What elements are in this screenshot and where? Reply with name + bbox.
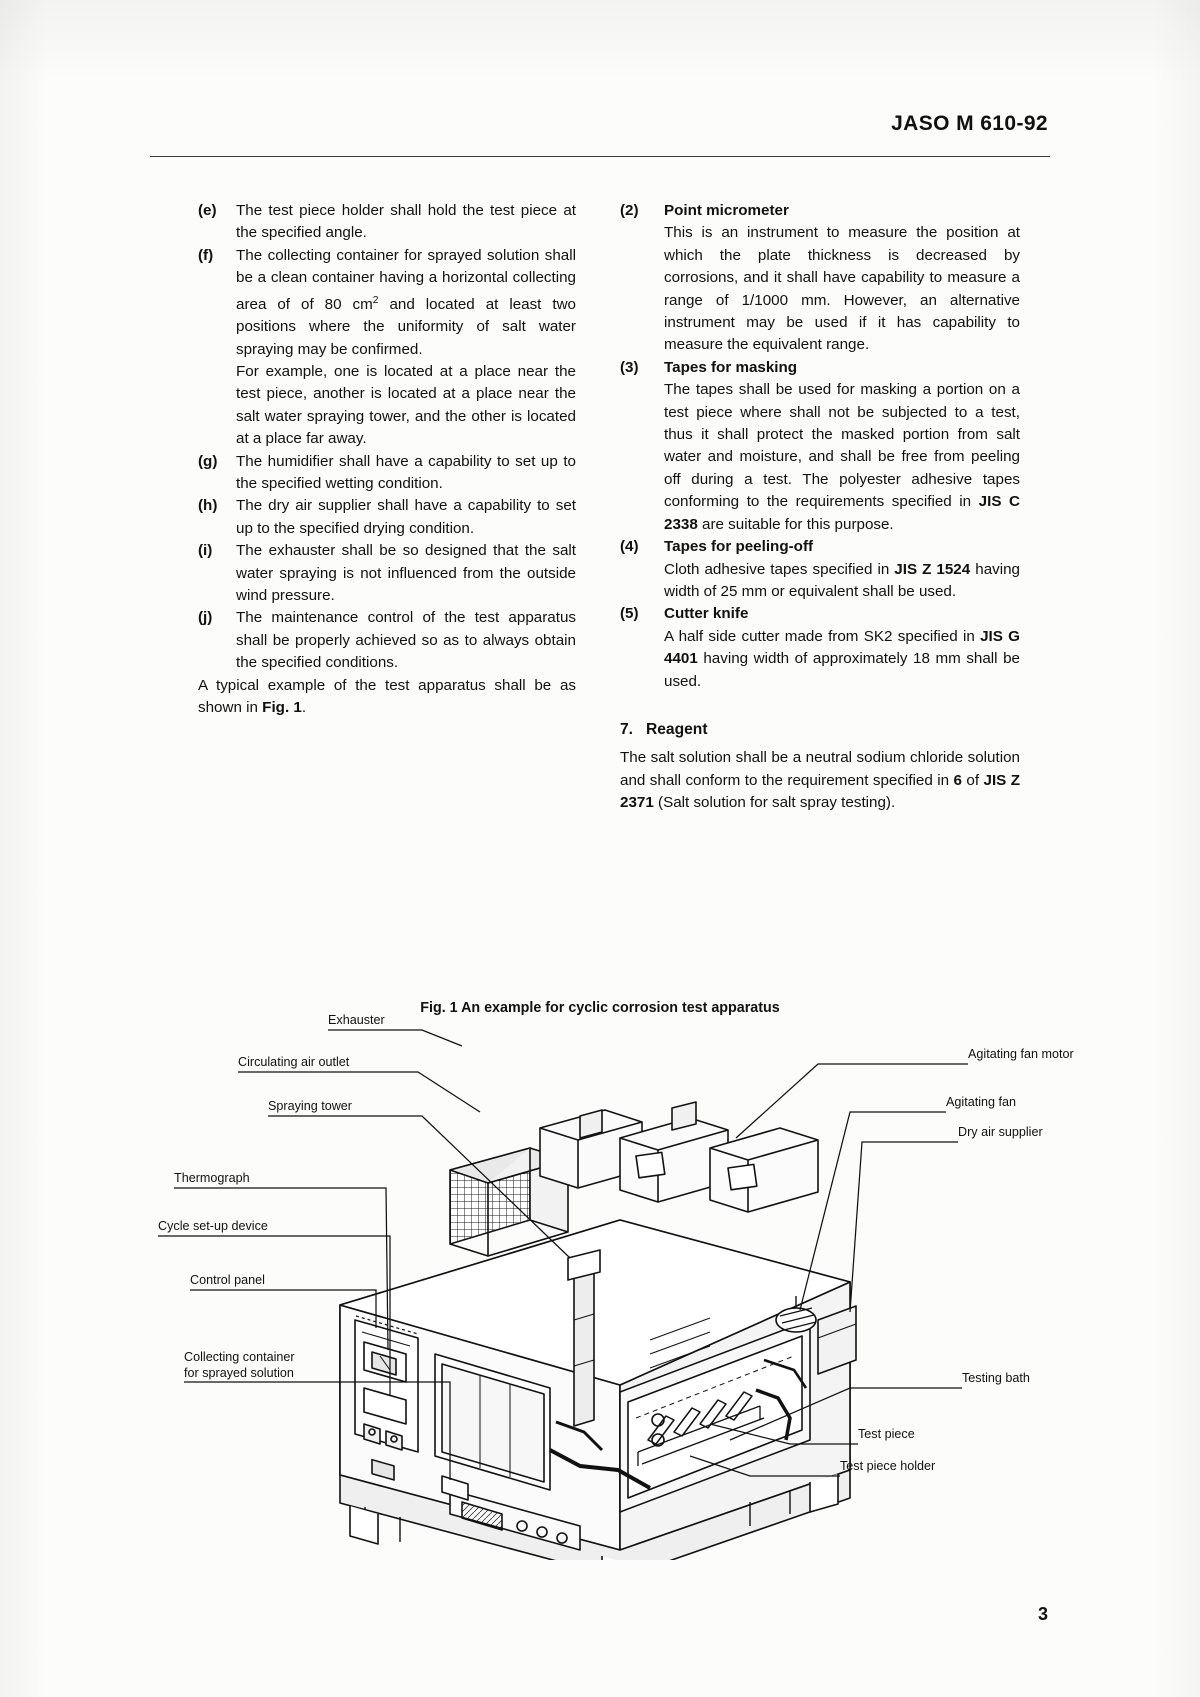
figure-cyclic-corrosion-apparatus xyxy=(150,1013,1074,1560)
list-item-j xyxy=(198,607,576,674)
list-marker-5: (5) xyxy=(620,605,639,623)
list-text-2: This is an instrument to measure the position at which the plate thickness is decreased by corrosions, and it shall have capability to measure a range of 1/1000 mm. However, an alternative instrument may be used if it has capability to measure the equivalent range. xyxy=(664,224,1020,354)
list-text-5-part1: A half side cutter made from SK2 specified in xyxy=(664,627,981,645)
figure-label-test-piece: Test piece xyxy=(858,1427,915,1441)
figure-label-collecting-container-line2: for sprayed solution xyxy=(184,1366,294,1380)
left-text-column xyxy=(198,200,576,719)
list-text-5-part2: having width of approximately 18 mm shall be used. xyxy=(664,650,1020,690)
list-marker-j: (j) xyxy=(198,609,213,627)
list-title-3: Tapes for masking xyxy=(664,358,798,376)
list-text-5 xyxy=(664,626,1020,693)
clause-reference-6: 6 xyxy=(953,771,962,789)
list-title-4: Tapes for peeling-off xyxy=(664,538,814,556)
list-item-5-title-row xyxy=(620,603,1020,625)
closing-text-post: . xyxy=(301,699,307,716)
figure-label-control-panel: Control panel xyxy=(190,1273,265,1287)
list-item-f xyxy=(198,245,576,361)
list-title-2: Point micrometer xyxy=(664,202,789,219)
list-text-e: The test piece holder shall hold the test piece at the specified angle. xyxy=(236,202,576,242)
list-text-4-part1: Cloth adhesive tapes specified in xyxy=(664,560,895,578)
list-item-i xyxy=(198,540,576,607)
list-text-3-part2: are suitable for this purpose. xyxy=(697,515,894,533)
reagent-text-part1: The salt solution shall be a neutral sodium chloride solution and shall conform to the requirement specified in xyxy=(620,749,1020,789)
list-marker-i: (i) xyxy=(198,542,213,560)
figure-label-test-piece-holder: Test piece holder xyxy=(840,1459,936,1473)
jis-reference-g4401: JIS G 4401 xyxy=(664,627,1020,668)
figure-label-agitating-fan: Agitating fan xyxy=(946,1095,1017,1109)
section-number: 7. xyxy=(620,720,634,738)
right-text-column xyxy=(620,200,1020,815)
list-item-2-title-row xyxy=(620,200,1020,222)
jis-reference-c2338: JIS C 2338 xyxy=(664,493,1020,533)
figure-label-testing-bath: Testing bath xyxy=(962,1371,1030,1385)
list-text-4 xyxy=(664,559,1020,604)
jis-reference-z1524: JIS Z 1524 xyxy=(894,560,971,578)
section-title: Reagent xyxy=(646,720,708,738)
figure-caption: Fig. 1 An example for cyclic corrosion test apparatus xyxy=(420,1000,780,1016)
list-marker-g: (g) xyxy=(198,452,218,470)
page-header-standard-id: JASO M 610-92 xyxy=(891,112,1048,135)
list-text-i: The exhauster shall be so designed that the salt water spraying is not influenced from the outside wind pressure. xyxy=(236,542,576,604)
figure-label-exhauster: Exhauster xyxy=(328,1013,385,1027)
reagent-text-part2: of xyxy=(961,771,984,789)
figure-label-agitating-fan-motor: Agitating fan motor xyxy=(968,1047,1074,1061)
list-text-f: The collecting container for sprayed solution shall be a clean container having a horizontal collecting area of of 80 $cm^2$ and located at least two positions where the uniformity of salt water spraying may be confirmed. xyxy=(236,246,577,358)
section-heading-reagent xyxy=(620,719,1020,741)
figure-label-cycle-set-up-device: Cycle set-up device xyxy=(158,1219,268,1233)
section-body-reagent xyxy=(620,747,1020,814)
list-text-g: The humidifier shall have a capability to set up to the specified wetting condition. xyxy=(236,452,576,492)
figure-label-collecting-container-line1: Collecting container xyxy=(184,1350,295,1364)
list-item-h xyxy=(198,495,576,540)
list-text-h: The dry air supplier shall have a capability to set up to the specified drying condition. xyxy=(236,497,576,537)
figure-label-spraying-tower: Spraying tower xyxy=(268,1099,352,1113)
figure-label-thermograph: Thermograph xyxy=(174,1171,250,1185)
list-marker-3: (3) xyxy=(620,358,639,376)
list-text-4-part2: having width of 25 mm or equivalent shall be used. xyxy=(664,560,1020,600)
figure-label-dry-air-supplier: Dry air supplier xyxy=(958,1125,1043,1139)
list-marker-h: (h) xyxy=(198,497,218,515)
figure-label-circulating-air-outlet: Circulating air outlet xyxy=(238,1055,350,1069)
list-text-3-part1: The tapes shall be used for masking a portion on a test piece where shall not be subjected to a test, thus it shall protect the masked portion from salt water and moisture, and shall be free from peeling off during a test. The polyester adhesive tapes conforming to the requirements specified in xyxy=(664,381,1020,511)
list-marker-2: (2) xyxy=(620,202,639,219)
reagent-text-part3: (Salt solution for salt spray testing). xyxy=(653,794,896,812)
figure-reference: Fig. 1 xyxy=(262,699,302,716)
list-item-4-title-row xyxy=(620,536,1020,558)
list-item-3-title-row xyxy=(620,357,1020,379)
list-item-e xyxy=(198,200,576,245)
list-marker-f: (f) xyxy=(198,246,214,264)
list-item-g xyxy=(198,451,576,496)
header-divider-rule xyxy=(150,156,1050,157)
jis-reference-z2371: JIS Z 2371 xyxy=(620,771,1021,812)
closing-paragraph xyxy=(198,675,576,720)
list-title-5: Cutter knife xyxy=(664,605,749,623)
list-marker-e: (e) xyxy=(198,202,217,219)
list-text-j: The maintenance control of the test apparatus shall be properly achieved so as to always obtain the specified conditions. xyxy=(236,609,576,672)
list-marker-4: (4) xyxy=(620,538,639,556)
closing-text-pre: A typical example of the test apparatus shall be as shown in xyxy=(198,676,576,716)
list-text-3 xyxy=(664,379,1020,536)
list-text-f-example: For example, one is located at a place near the test piece, another is located at a place near the salt water spraying tower, and the other is located at a place far away. xyxy=(236,362,576,448)
page-number: 3 xyxy=(1037,1604,1048,1624)
